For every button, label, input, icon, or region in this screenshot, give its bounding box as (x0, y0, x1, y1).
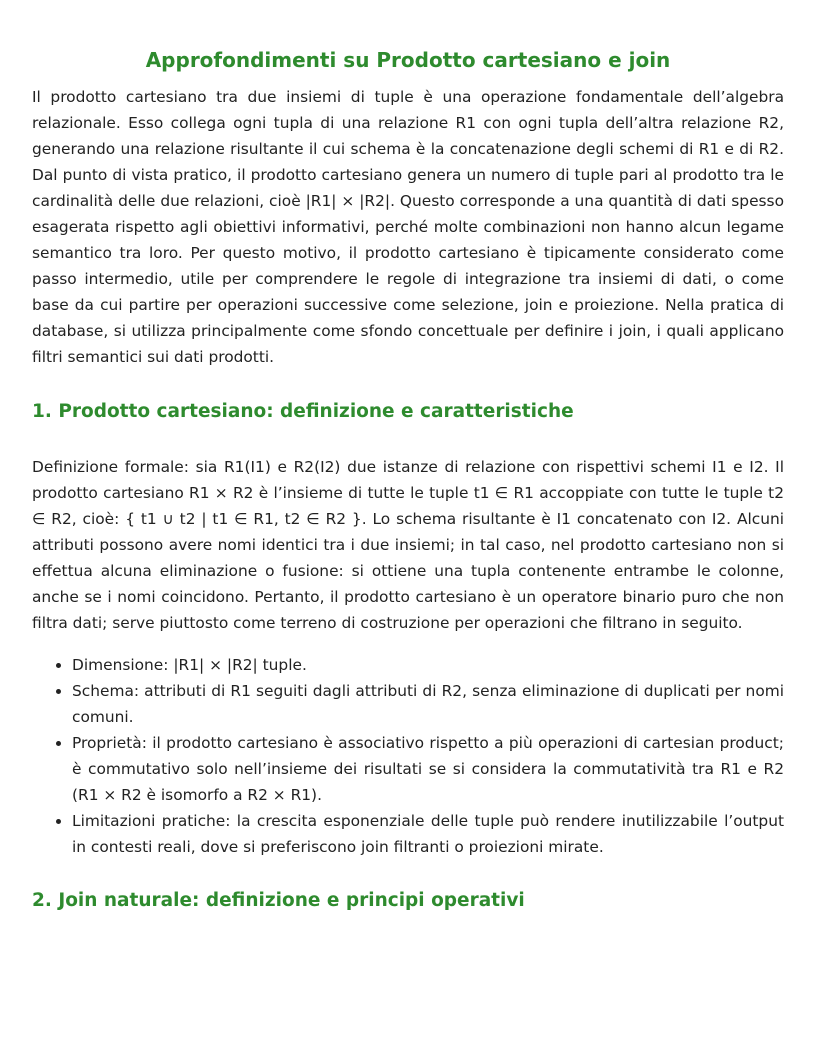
intro-paragraph: Il prodotto cartesiano tra due insiemi di tuple è una operazione fondamentale dell’algebra relazionale. Esso collega ogni tupla di una relazione R1 con ogni tupla dell’altra relazione R2, generando una relazione risultante il cui schema è la concatenazione degli schemi di R1 e di R2. Dal punto di vista pratico, il prodotto cartesiano genera un numero di tuple pari al prodotto tra le cardinalità delle due relazioni, cioè |R1| × |R2|. Questo corresponde a una quantità di dati spesso esagerata rispetto agli obiettivi informativi, perché molte combinazioni non hanno alcun legame semantico tra loro. Per questo motivo, il prodotto cartesiano è tipicamente considerato come passo intermedio, utile per comprendere le regole di integrazione tra insiemi di dati, o come base da cui partire per operazioni successive come selezione, join e proiezione. Nella pratica di database, si utilizza principalmente come sfondo concettuale per definire i join, i quali applicano filtri semantici sui dati prodotti. (32, 88, 784, 366)
section-1-heading: 1. Prodotto cartesiano: definizione e caratteristiche (32, 401, 574, 422)
properties-list (32, 652, 784, 860)
list-item-limitations: • Limitazioni pratiche: la crescita esponenziale delle tuple può rendere inutilizzabile l’output in contesti reali, dove si preferiscono join filtranti o proiezioni mirate. (72, 808, 784, 860)
document-title: Approfondimenti su Prodotto cartesiano e join (145, 48, 671, 72)
section-1-paragraph: Definizione formale: sia R1(I1) e R2(I2) due istanze di relazione con rispettivi schemi I1 e I2. Il prodotto cartesiano R1 × R2 è l’insieme di tutte le tuple t1 ∈ R1 accoppiate con tutte le tuple t2 ∈ R2, cioè: { t1 ∪ t2 | t1 ∈ R1, t2 ∈ R2 }. Lo schema risultante è I1 concatenato con I2. Alcuni attributi possono avere nomi identici tra i due insiemi; in tal caso, nel prodotto cartesiano non si effettua alcuna eliminazione o fusione: si ottiene una tupla contenente entrambe le colonne, anche se i nomi coincidono. Pertanto, il prodotto cartesiano è un operatore binario puro che non filtra dati; serve piuttosto come terreno di costruzione per operazioni che filtrano in seguito. (32, 458, 784, 632)
list-item-properties: • Proprietà: il prodotto cartesiano è associativo rispetto a più operazioni di cartesian product; è commutativo solo nell’insieme dei risultati se si considera la commutatività tra R1 e R2 (R1 × R2 è isomorfo a R2 × R1). (72, 730, 784, 808)
list-item-schema: • Schema: attributi di R1 seguiti dagli attributi di R2, senza eliminazione di duplicati per nomi comuni. (72, 678, 784, 730)
section-2-heading: 2. Join naturale: definizione e principi operativi (32, 890, 525, 911)
document-page (32, 0, 784, 914)
list-item-dimension: • Dimensione: |R1| × |R2| tuple. (72, 652, 784, 678)
